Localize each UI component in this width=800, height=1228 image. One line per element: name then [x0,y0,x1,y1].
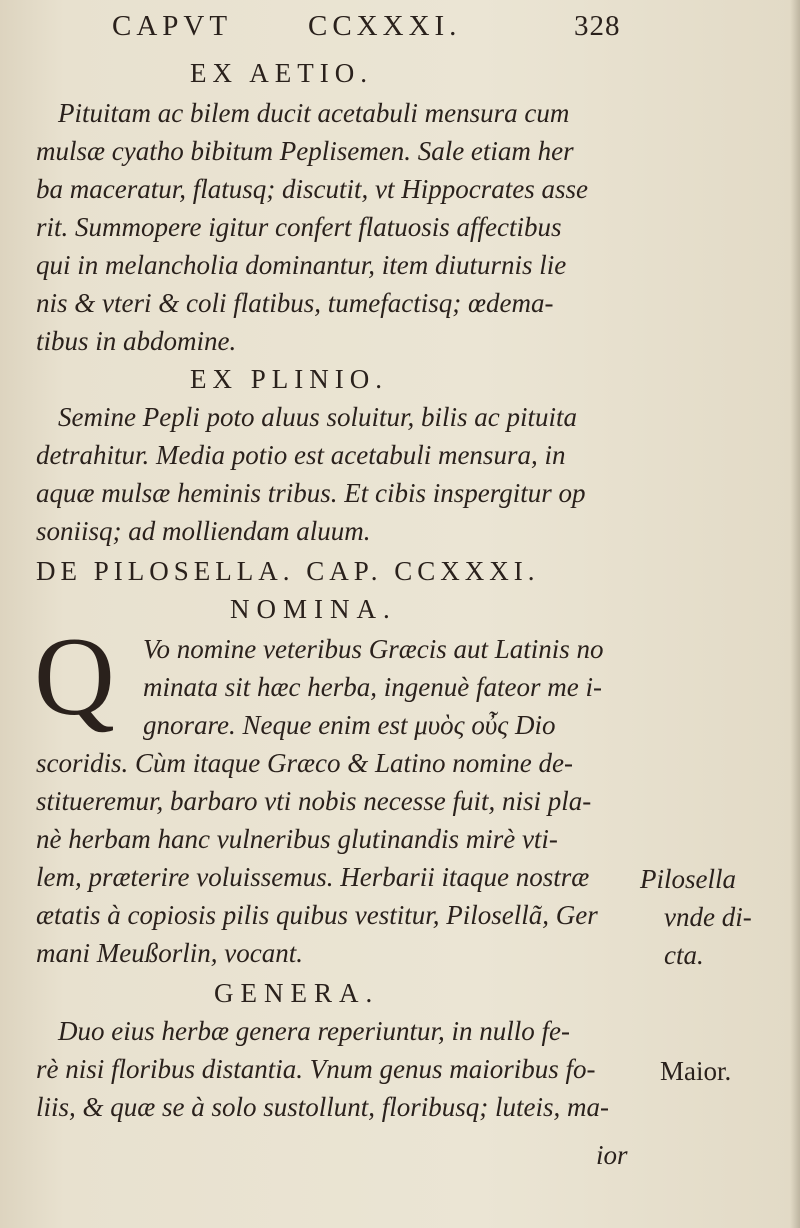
running-header-chapter: CCXXXI. [308,10,462,42]
text-line: lem, præterire voluissemus. Herbarii itaque nostræ [36,862,590,892]
page-edge-shadow [790,0,800,1228]
text-line: Duo eius herbæ genera reperiuntur, in nullo fe- [58,1016,570,1046]
heading-genera: GENERA. [214,978,380,1008]
heading-ex-aetio: EX AETIO. [190,58,373,88]
text-line: mani Meußorlin, vocant. [36,938,303,968]
margin-note-maior: Maior. [660,1056,732,1086]
text-line: tibus in abdomine. [36,326,237,356]
dropcap-letter: Q [34,622,115,734]
text-line: Pituitam ac bilem ducit acetabuli mensura cum [58,98,570,128]
text-line: detrahitur. Media potio est acetabuli mensura, in [36,440,566,470]
text-line: soniisq; ad molliendam aluum. [36,516,371,546]
text-line: stitueremur, barbaro vti nobis necesse fuit, nisi pla- [36,786,592,816]
text-line: Vo nomine veteribus Græcis aut Latinis no [143,634,604,664]
text-line: aquæ mulsæ heminis tribus. Et cibis inspergitur op [36,478,586,508]
text-line: rè nisi floribus distantia. Vnum genus maioribus fo- [36,1054,596,1084]
text-line: qui in melancholia dominantur, item diuturnis lie [36,250,567,280]
margin-note-pilosella: Pilosella [640,864,736,894]
margin-note-cta: cta. [664,940,704,970]
text-line: ætatis à copiosis pilis quibus vestitur, Pilosellã, Ger [36,900,598,930]
text-line: mulsæ cyatho bibitum Peplisemen. Sale etiam her [36,136,574,166]
text-line: nis & vteri & coli flatibus, tumefactisq; œdema- [36,288,554,318]
text-line: rit. Summopere igitur confert flatuosis affectibus [36,212,562,242]
heading-nomina: NOMINA. [230,594,397,624]
margin-note-vnde-dicta: vnde di- [664,902,752,932]
running-header-caput: CAPVT [112,10,233,42]
text-line: Semine Pepli poto aluus soluitur, bilis ac pituita [58,402,577,432]
text-line: nè herbam hanc vulneribus glutinandis mirè vti- [36,824,558,854]
text-line: ior [596,1140,628,1170]
text-line: minata sit hæc herba, ingenuè fateor me i- [143,672,602,702]
text-line: scoridis. Cùm itaque Græco & Latino nomine de- [36,748,573,778]
heading-ex-plinio: EX PLINIO. [190,364,388,394]
text-line: gnorare. Neque enim est μυὸς οὖς Dio [143,710,556,740]
text-line: ba maceratur, flatusq; discutit, vt Hippocrates asse [36,174,588,204]
dropcap-q-icon [30,622,142,734]
chapter-title: DE PILOSELLA. CAP. CCXXXI. [36,556,540,586]
text-line: liis, & quæ se à solo sustollunt, floribusq; luteis, ma- [36,1092,610,1122]
page-number: 328 [574,10,621,42]
